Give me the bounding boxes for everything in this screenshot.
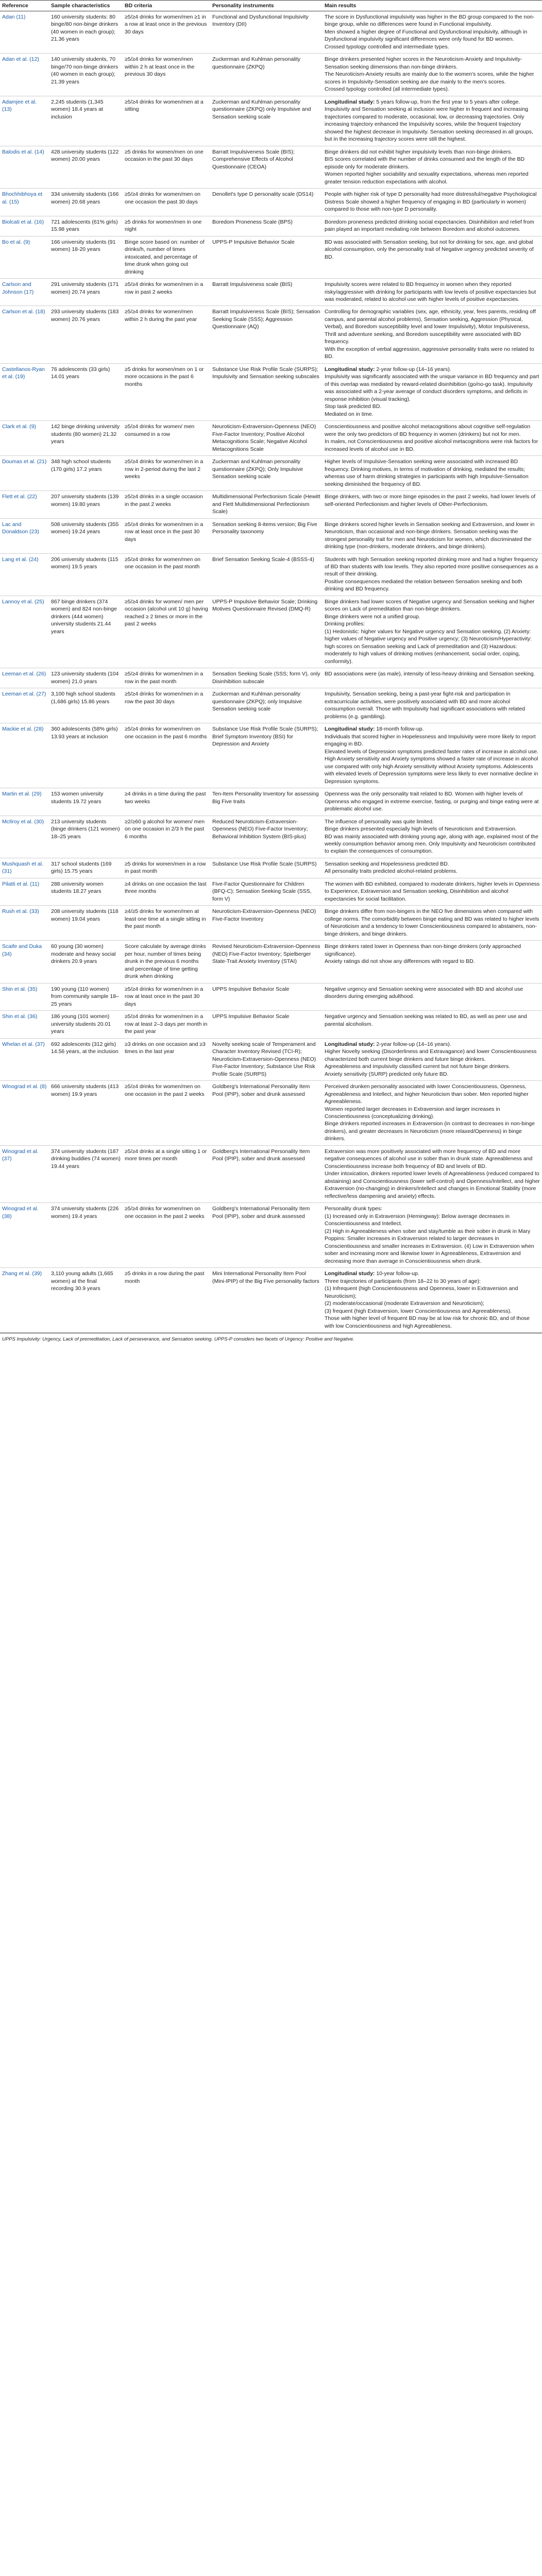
- cell-results: [323, 1145, 542, 1202]
- table-row: [0, 1268, 542, 1333]
- cell-reference: [0, 1038, 49, 1080]
- cell-results: [323, 788, 542, 816]
- results-text: The influence of personality was quite limited. Binge drinkers presented especially high levels of Neuroticism and Extraversion. BD was mainly associated with drinking young age, along with age, explained most of the weekly consumption behavior among men. Only Impulsivity and Neuroticism contributed to explain the consequences of consumption.: [325, 818, 538, 855]
- cell-reference: [0, 816, 49, 858]
- cell-instruments: UPPS Impulsive Behavior Scale: [210, 983, 323, 1010]
- table-row: [0, 279, 542, 306]
- cell-sample: 317 school students (169 girls) 15.75 years: [49, 858, 123, 878]
- cell-criteria: ≥5/≥4 drinks for women/men within 2 h during the past year: [123, 306, 210, 363]
- cell-instruments: Novelty seeking scale of Temperament and Character Inventory Revised (TCI-R); Neuroticism-Extraversion-Openness (NEO) Five-Factor Inventory; Substance Use Risk Profile Scale (SURPS): [210, 1038, 323, 1080]
- cell-instruments: Reduced Neuroticism-Extraversion-Openness (NEO) Five-Factor Inventory; Behavioral Inhibition System (BIS-plus): [210, 816, 323, 858]
- header-instruments: Personality instruments: [210, 1, 323, 11]
- reference-link[interactable]: Adan (11): [2, 14, 26, 20]
- results-text: Binge drinkers, with two or more binge episodes in the past 2 weeks, had lower levels of self-oriented Perfectionism and higher levels of Other-Perfectionism.: [325, 494, 536, 507]
- reference-link[interactable]: Mackie et al. (28): [2, 726, 44, 733]
- header-criteria: BD criteria: [123, 1, 210, 11]
- reference-link[interactable]: Leeman et al. (27): [2, 691, 46, 698]
- table-row: [0, 1081, 542, 1146]
- cell-reference: [0, 1081, 49, 1146]
- cell-sample: 123 university students (104 women) 21.0 years: [49, 668, 123, 688]
- cell-reference: [0, 1203, 49, 1268]
- cell-reference: [0, 941, 49, 983]
- cell-results: [323, 306, 542, 363]
- cell-instruments: Zuckerman and Kuhlman personality questionnaire (ZKPQ); Only Impulsive Sensation seeking scale: [210, 456, 323, 491]
- results-text: 5 years follow-up, from the first year to 5 years after college. Impulsivity and Sensation seeking at inclusion were higher in frequent and increasing trajectories compared to moderate, occasional, low, or decreasing trajectories. Only increasing trajectory enhanced the Impulsivity scores, while the frequent trajectory showed the highest decrease in Impulsivity. Sensation seeking decreased in all groups, but in the increasing trajectory scores were still the highest.: [325, 98, 533, 143]
- cell-instruments: Boredom Proneness Scale (BPS): [210, 216, 323, 236]
- results-text: Binge drinkers scored higher levels in Sensation seeking and Extraversion, and lower in Neuroticism, than occasional and non-binge drinkers. Sensation seeking was the strongest personality trait for men and Neuroticism for women, which discriminated the drinking type (non-drinkers, moderate drinkers, and binge drinkers).: [325, 521, 535, 550]
- reference-link[interactable]: Lang et al. (24): [2, 556, 39, 563]
- cell-sample: 76 adolescents (33 girls) 14.01 years: [49, 363, 123, 420]
- cell-results: [323, 363, 542, 420]
- cell-instruments: Denollet's type D personality scale (DS14): [210, 189, 323, 216]
- cell-reference: [0, 189, 49, 216]
- table-row: [0, 941, 542, 983]
- cell-instruments: Barratt Impulsiveness Scale (BIS); Sensation Seeking Scale (SSS); Aggression Questionnaire (AQ): [210, 306, 323, 363]
- cell-instruments: Sensation Seeking Scale (SSS; form V), only Disinhibition subscale: [210, 668, 323, 688]
- results-text: Openness was the only personality trait related to BD. Women with higher levels of Openness who engaged in extreme exercise, fasting, or purging and binge eating were at problematic alcohol use.: [325, 791, 539, 812]
- cell-reference: [0, 279, 49, 306]
- cell-results: [323, 216, 542, 236]
- cell-criteria: ≥4 drinks in a time during the past two weeks: [123, 788, 210, 816]
- cell-instruments: Goldberg's International Personality Item Pool (IPIP), sober and drunk assessed: [210, 1203, 323, 1268]
- cell-results: [323, 421, 542, 456]
- cell-criteria: Score calculate by average drinks per hour, number of times being drunk in the previous 6 months and percentage of time getting drunk when drinking: [123, 941, 210, 983]
- cell-reference: [0, 878, 49, 905]
- cell-sample: 291 university students (171 women) 20.74 years: [49, 279, 123, 306]
- table-row: [0, 421, 542, 456]
- cell-criteria: ≥5 drinks for women/men on one occasion in the past 30 days: [123, 146, 210, 188]
- table-row: [0, 11, 542, 54]
- cell-results: [323, 54, 542, 96]
- cell-sample: 142 binge drinking university students (80 women) 21.32 years: [49, 421, 123, 456]
- cell-criteria: ≥5/≥4 drinks for women/men at a sitting: [123, 96, 210, 146]
- cell-instruments: UPPS Impulsive Behavior Scale: [210, 1011, 323, 1038]
- results-text: The score in Dysfunctional impulsivity was higher in the BD group compared to the non-binge group, while no differences were found in Functional impulsivity. Men showed a higher degree of Functional and Dysfunctional impulsivity, although in Dysfunctional impulsivity significant differences were only found for BD women. Crossed typology controlled and intermediate types.: [325, 14, 535, 50]
- cell-instruments: Mini International Personality Item Pool (Mini-IPIP) of the Big Five personality factors: [210, 1268, 323, 1333]
- table-row: [0, 668, 542, 688]
- reference-link[interactable]: Pilatti et al. (11): [2, 880, 40, 887]
- cell-criteria: ≥5/≥4 drinks for women/men in a row in the past month: [123, 668, 210, 688]
- results-text: Binge drinkers presented higher scores in the Neuroticism-Anxiety and Impulsivity-Sensation seeking dimensions than non-binge drinkers. The Neuroticism-Anxiety results are mainly due to the women's scores, while the higher scores in Impulsivity-Sensation seeking are due mainly to the men's scores. Crossed typology controlled (all intermediate types).: [325, 56, 534, 93]
- cell-sample: 288 university women students 18.27 years: [49, 878, 123, 905]
- cell-results: [323, 553, 542, 596]
- results-text: The women with BD exhibited, compared to moderate drinkers, higher levels in Openness to Experience, Extraversion and Sensation seeking, Disinhibition and alcohol expectancies for social facilitation.: [325, 880, 540, 902]
- cell-results: [323, 518, 542, 553]
- table-row: [0, 858, 542, 878]
- cell-instruments: Brief Sensation Seeking Scale-4 (BSSS-4): [210, 553, 323, 596]
- cell-results: [323, 1203, 542, 1268]
- cell-criteria: ≥5/≥4 drinks for women/ men per occasion (alcohol unit 10 g) having reached ≥ 2 times or more in the past 2 weeks: [123, 596, 210, 668]
- table-row: [0, 456, 542, 491]
- cell-results: [323, 878, 542, 905]
- cell-reference: [0, 983, 49, 1010]
- cell-sample: 166 university students (91 women) 18-20 years: [49, 236, 123, 278]
- cell-criteria: ≥4/≥5 drinks for women/men at least one time at a single sitting in the past month: [123, 906, 210, 941]
- cell-sample: 867 binge drinkers (374 women) and 824 non-binge drinkers (444 women) university students 21.44 years: [49, 596, 123, 668]
- cell-reference: [0, 723, 49, 788]
- reference-link[interactable]: Carlson and Johnson (17): [2, 281, 34, 295]
- table-row: [0, 878, 542, 905]
- cell-criteria: ≥5/≥4 drinks for women/men on one occasion in the past month: [123, 553, 210, 596]
- cell-sample: 3,100 high school students (1,686 girls) 15.86 years: [49, 688, 123, 723]
- cell-results: [323, 279, 542, 306]
- table-header-row: [0, 1, 542, 11]
- table-row: [0, 96, 542, 146]
- table-row: [0, 189, 542, 216]
- cell-instruments: Goldberg's International Personality Item Pool (IPIP), sober and drunk assessed: [210, 1145, 323, 1202]
- cell-instruments: Ten-Item Personality Inventory for assessing Big Five traits: [210, 788, 323, 816]
- results-text: Binge drinkers did not exhibit higher impulsivity levels than non-binge drinkers. BIS scores correlated with the number of drinks consumed and the length of the BD episode only for moderate drinkers. Women reported higher sociability and sexuality expectations, whereas men reported greater tension reduction expectations with alcohol.: [325, 148, 529, 185]
- cell-criteria: ≥5 drinks for women/men on 1 or more occasions in the past 6 months: [123, 363, 210, 420]
- cell-reference: [0, 1145, 49, 1202]
- cell-criteria: ≥5/≥4 drinks for women/men within 2 h at least once in the previous 30 days: [123, 54, 210, 96]
- cell-sample: 360 adolescents (58% girls) 13.93 years at inclusion: [49, 723, 123, 788]
- cell-results: [323, 688, 542, 723]
- header-sample: Sample characteristics: [49, 1, 123, 11]
- table-row: [0, 491, 542, 518]
- reference-link[interactable]: Lac and Donaldson (23): [2, 521, 39, 535]
- cell-sample: 60 young (30 women) moderate and heavy social drinkers 20.9 years: [49, 941, 123, 983]
- cell-criteria: ≥5/≥4 drinks for women/men on one occasion the past 30 days: [123, 189, 210, 216]
- reference-link[interactable]: Martin et al. (29): [2, 791, 42, 798]
- cell-reference: [0, 306, 49, 363]
- cell-criteria: ≥5/≥4 drinks for women/men in a row at least once in the past 30 days: [123, 983, 210, 1010]
- cell-criteria: ≥2/≥60 g alcohol for women/ men on one occasion in 2/3 h the past 6 months: [123, 816, 210, 858]
- cell-results: [323, 1011, 542, 1038]
- reference-link[interactable]: Bo et al. (9): [2, 239, 30, 245]
- cell-sample: 186 young (101 women) university students 20.01 years: [49, 1011, 123, 1038]
- results-text: 2-year follow-up (14–16 years). Higher Novelty seeking (Disorderliness and Extravagance) and lower Conscientiousness characterized both current binge drinkers and future binge drinkers. Agreeableness and impulsivity classified current but not future binge drinkers. Anxiety sensitivity (SURP) predicted only future BD.: [325, 1041, 537, 1077]
- cell-criteria: ≥5/≥4 drinks for women/men in a row in 2-period during the last 2 weeks: [123, 456, 210, 491]
- cell-sample: 2,245 students (1,345 women) 18.4 years at inclusion: [49, 96, 123, 146]
- reference-link[interactable]: Zhang et al. (39): [2, 1270, 42, 1277]
- cell-instruments: Multidimensional Perfectionism Scale (Hewitt and Flett Multidimensional Perfectionism Scale): [210, 491, 323, 518]
- results-text: 10-year follow-up. Three trajectories of participants (from 18–22 to 30 years of age): (1) Infrequent (high Conscientiousness and Openness, lower in Extraversion and Neuroticism); (2) moderate/occasional (moderate Extraversion and Neuroticism); (3) frequent (high Extraversion, lower Conscientiousness and Agreeableness). Those with higher level of frequent BD may be at low risk for chronic BD, and of those with low Conscientiousness and high Agreeableness.: [325, 1270, 530, 1329]
- table-row: [0, 788, 542, 816]
- results-text: Higher levels of Impulsive-Sensation seeking were associated with increased BD frequency. Drinking motives, in terms of motivation of drinking, mediated the results; whereas use of harm drinking strategies in participants with high Impulsive-Sensation seeking diminished the frequency of BD.: [325, 459, 529, 487]
- cell-reference: [0, 421, 49, 456]
- results-text: Boredom proneness predicted drinking social expectancies. Disinhibition and relief from pain played an important mediating role between Boredom and alcohol outcomes.: [325, 218, 534, 233]
- cell-results: [323, 723, 542, 788]
- cell-results: [323, 1081, 542, 1146]
- cell-instruments: Sensation seeking 8-items version; Big Five Personality taxonomy: [210, 518, 323, 553]
- reference-link[interactable]: Winograd et al. (8): [2, 1083, 47, 1090]
- cell-results: [323, 596, 542, 668]
- cell-sample: 666 university students (413 women) 19.9 years: [49, 1081, 123, 1146]
- results-text: Sensation seeking and Hopelessness predicted BD. All personality traits predicted alcohol-related problems.: [325, 860, 458, 875]
- table-footnote: UPPS Impulsivity: Urgency, Lack of premeditation, Lack of perseverance, and Sensation seeking. UPPS-P considers two facets of Urgency: Positive and Negative.: [0, 1333, 542, 1346]
- cell-results: [323, 858, 542, 878]
- table-row: [0, 236, 542, 278]
- reference-link[interactable]: Scaife and Duka (34): [2, 943, 42, 957]
- reference-link[interactable]: Adan et al. (12): [2, 56, 39, 63]
- cell-criteria: ≥3 drinks on one occasion and ≥3 times in the last year: [123, 1038, 210, 1080]
- cell-criteria: ≥5/≥4 drinks for women/ men consumed in a row: [123, 421, 210, 456]
- reference-link[interactable]: Biolcati et al. (16): [2, 218, 44, 225]
- cell-criteria: ≥4 drinks on one occasion the last three months: [123, 878, 210, 905]
- table-row: [0, 596, 542, 668]
- cell-criteria: ≥5/≥4 drinks for women/men on one occasion in the past 6 months: [123, 723, 210, 788]
- cell-results: [323, 236, 542, 278]
- cell-reference: [0, 906, 49, 941]
- cell-reference: [0, 363, 49, 420]
- table-row: [0, 1038, 542, 1080]
- cell-criteria: ≥5/≥4 drinks for women/men in a row at least once in the past 30 days: [123, 518, 210, 553]
- table-row: [0, 723, 542, 788]
- table-row: [0, 54, 542, 96]
- cell-criteria: ≥5/≥4 drinks for women/men in a row at least 2–3 days per month in the past year: [123, 1011, 210, 1038]
- cell-instruments: Zuckerman and Kuhlman personality questionnaire (ZKPQ): [210, 54, 323, 96]
- cell-reference: [0, 491, 49, 518]
- table-row: [0, 1145, 542, 1202]
- table-row: [0, 816, 542, 858]
- cell-instruments: UPPS-P Impulsive Behavior Scale; Drinking Motives Questionnaire Revised (DMQ-R): [210, 596, 323, 668]
- cell-results: [323, 983, 542, 1010]
- cell-instruments: Goldberg's International Personality Item Pool (IPIP), sober and drunk assessed: [210, 1081, 323, 1146]
- results-text: Perceived drunken personality associated with lower Conscientiousness, Openness, Agreeableness and Intellect, and higher Neuroticism than sober. Men reported higher Agreeableness. Women reported larger decreases in Extraversion and larger increases in Conscientiousness (conceptualizing drinking). Binge drinkers reported increases in Extraversion (in contrast to decreases in non-binge drinkers), and greater decreases in Neuroticism (more relaxed/Openness) in binge drinkers.: [325, 1083, 535, 1142]
- reference-link[interactable]: Carlson et al. (18): [2, 309, 45, 315]
- table-row: [0, 306, 542, 363]
- results-text: Negative urgency and Sensation seeking was related to BD, as well as peer use and parental alcoholism.: [325, 1013, 527, 1027]
- cell-reference: [0, 96, 49, 146]
- reference-link[interactable]: McIlroy et al. (30): [2, 818, 44, 825]
- cell-instruments: Neuroticism-Extraversion-Openness (NEO) Five-Factor Inventory; Positive Alcohol Metacognitions Scale; Negative Alcohol Metacognitions Scale: [210, 421, 323, 456]
- cell-reference: [0, 11, 49, 54]
- cell-results: [323, 668, 542, 688]
- cell-results: [323, 189, 542, 216]
- table-row: [0, 518, 542, 553]
- longitudinal-label: Longitudinal study:: [325, 1270, 377, 1277]
- results-text: Negative urgency and Sensation seeking were associated with BD and alcohol use disorders during emerging adulthood.: [325, 986, 523, 1000]
- longitudinal-label: Longitudinal study:: [325, 366, 377, 372]
- table-row: [0, 363, 542, 420]
- cell-reference: [0, 858, 49, 878]
- header-results: Main results: [323, 1, 542, 11]
- reference-link[interactable]: Bhochhibhoya et al. (15): [2, 191, 43, 205]
- cell-results: [323, 1268, 542, 1333]
- reference-link[interactable]: Adamjee et al. (13): [2, 98, 37, 113]
- cell-results: [323, 491, 542, 518]
- cell-reference: [0, 668, 49, 688]
- cell-criteria: ≥5/≥4 drinks at a single sitting 1 or more times per month: [123, 1145, 210, 1202]
- table-row: [0, 146, 542, 188]
- cell-results: [323, 941, 542, 983]
- reference-link[interactable]: Shin et al. (36): [2, 1013, 38, 1020]
- header-reference: Reference: [0, 1, 49, 11]
- cell-sample: 208 university students (118 women) 19.04 years: [49, 906, 123, 941]
- cell-reference: [0, 456, 49, 491]
- cell-instruments: Substance Use Risk Profile Scale (SURPS): [210, 858, 323, 878]
- reference-link[interactable]: Clark et al. (9): [2, 423, 36, 430]
- cell-instruments: Functional and Dysfunctional Impulsivity Inventory (DII): [210, 11, 323, 54]
- cell-instruments: Neuroticism-Extraversion-Openness (NEO) Five-Factor Inventory: [210, 906, 323, 941]
- cell-criteria: ≥5/≥4 drinks for women/men on one occasion in the past 2 weeks: [123, 1081, 210, 1146]
- results-text: Extraversion was more positively associated with more frequency of BD and more negative consequences of alcohol use in sober than in drunk state. Agreeableness and Conscientiousness increase both frequency of BD and levels of BD. Under intoxication, drinkers reported lower levels of Agreeableness (reduced compared to abstaining) and Conscientiousness (lower self-control) and Openness/Intellect, and higher Extraversion (no-changing) in drinkers/Intellect and changes in Emotional Stability (more reflective/less dampening and anxiety) effects.: [325, 1148, 540, 1199]
- cell-results: [323, 96, 542, 146]
- reference-link[interactable]: Mushquash et al. (31): [2, 860, 43, 875]
- results-text: Students with high Sensation seeking reported drinking more and had a higher frequency of BD than students with low levels. They also reported more positive consequences as a result of their drinking. Positive consequences mediated the relation between Sensation seeking and both drinking and BD frequency.: [325, 556, 538, 592]
- cell-sample: 153 women university students 19.72 years: [49, 788, 123, 816]
- results-text: Controlling for demographic variables (sex, age, ethnicity, year, fees parents, residing off campus, and parental alcohol problems), Sensation seeking, Aggression (Physical, Verbal), and Boredom susceptibility level and lower Impulsivity), Motor Impulsiveness, Thrill and adventure seeking, and Boredom susceptibility were associated with BD frequency. With the exception of verbal aggression, aggressive personality traits were no related to BD.: [325, 309, 536, 360]
- reference-link[interactable]: Flett et al. (22): [2, 494, 37, 500]
- cell-sample: 3,110 young adults (1,665 women) at the final recording 30.9 years: [49, 1268, 123, 1333]
- cell-criteria: ≥5/≥4 drinks for women/men ≥1 in a row at least once in the previous 30 days: [123, 11, 210, 54]
- results-text: Binge drinkers had lower scores of Negative urgency and Sensation seeking and higher scores on Lack of premeditation than non-binge drinkers. Binge drinkers were not a unified group. Drinking profiles: (1) Hedonistic: higher values for Negative urgency and Sensation seeking. (2) Anxiety: higher values of Negative urgency and Positive urgency; (3) Neuroticism/Hyperactivity: high scores on Sensation seeking and Lack of premeditation and (3) Hazardous: moderately to high values of drinking motives (enhancement, social order, coping, conformity).: [325, 598, 535, 665]
- reference-link[interactable]: Doumas et al. (21): [2, 459, 47, 465]
- table-row: [0, 983, 542, 1010]
- reference-link[interactable]: Balodis et al. (14): [2, 148, 44, 155]
- cell-criteria: ≥5 drinks in a row during the past month: [123, 1268, 210, 1333]
- cell-reference: [0, 688, 49, 723]
- cell-instruments: Substance Use Risk Profile Scale (SURPS); Impulsivity and Sensation seeking subscales: [210, 363, 323, 420]
- cell-sample: 190 young (110 women) from community sample 18–25 years: [49, 983, 123, 1010]
- reference-link[interactable]: Whelan et al. (37): [2, 1041, 45, 1047]
- cell-sample: 140 university students, 70 binge/70 non-binge drinkers (40 women in each group); 21.39 years: [49, 54, 123, 96]
- longitudinal-label: Longitudinal study:: [325, 726, 377, 733]
- cell-reference: [0, 54, 49, 96]
- table-row: [0, 1011, 542, 1038]
- cell-sample: 206 university students (115 women) 19.5 years: [49, 553, 123, 596]
- reference-link[interactable]: Winograd et al. (38): [2, 1206, 39, 1219]
- results-text: Impulsivity scores were related to BD frequency in women when they reported risky/aggressive with drinking for participants with low levels of positive expectancies but was moderated, related to alcohol use with higher levels of positive expectancies.: [325, 281, 536, 302]
- cell-sample: 293 university students (183 women) 20.76 years: [49, 306, 123, 363]
- cell-criteria: ≥5/≥4 drinks for women/men in a row in past 2 weeks: [123, 279, 210, 306]
- results-text: Binge drinkers differ from non-bingers in the NEO five dimensions when compared with college norms. The comorbidity between binge eating and BD was related to higher levels of Neuroticism and a tendency to lower Conscientiousness compared to abstainers, non-binge drinkers, and binge drinkers.: [325, 908, 539, 937]
- cell-sample: 692 adolescents (312 girls) 14.56 years, at the inclusion: [49, 1038, 123, 1080]
- results-text: BD was associated with Sensation seeking, but not for drinking for sex, age, and global alcohol consumption, only the personality trait of Negative urgency predicted severity of BD.: [325, 239, 534, 260]
- cell-results: [323, 816, 542, 858]
- cell-sample: 428 university students (122 women) 20.00 years: [49, 146, 123, 188]
- cell-instruments: Zuckerman and Kuhlman personality questionnaire (ZKPQ) only Impulsive and Sensation seeking scale: [210, 96, 323, 146]
- results-text: 2-year follow-up (14–16 years). Impulsivity was significantly associated with the unique variance in BD frequency and part of this overlap was mediated by reward-related disinhibition (go/no-go task). Impulsivity was associated with a 2-year average of conduct disorders symptoms, and deficits in response inhibition (visual tracking). Stop task predicted BD. Mediated on in time.: [325, 366, 539, 417]
- cell-reference: [0, 216, 49, 236]
- cell-criteria: ≥5 drinks for women/men in one night: [123, 216, 210, 236]
- results-text: Personality drunk types: (1) Increased only in Extraversion (Hemingway): Below average decreases in Conscientiousness and Intellect. (2) High in Agreeableness when sober and stay/tumble as their sober in drunk in Mary Poppins: Smaller increases in Extraversion related to larger decreases in Conscientiousness and smaller increases in Extraversion. (4) Low in Extraversion when sober and increasing more and likewise lower in Agreeableness, Extraversion and decreasing more than average in Conscientiousness when drunk.: [325, 1206, 534, 1264]
- results-text: People with higher risk of type D personality had more distressful/negative Psychological Distress Scale showed a higher frequency of engaging in BD (particularly in women) compared to those with non-type D personality.: [325, 191, 537, 213]
- cell-sample: 160 university students: 80 binge/80 non-binge drinkers (40 women in each group); 21.36 years: [49, 11, 123, 54]
- cell-instruments: Five-Factor Questionnaire for Children (BFQ-C); Sensation Seeking Scale (SSS, form V): [210, 878, 323, 905]
- results-text: Impulsivity, Sensation seeking, being a past-year fight-risk and participation in extracurricular activities, were positively associated with BD and more alcohol consumption overall. Those with Impulsivity had significant associations with related problems (e.g. gambling).: [325, 691, 526, 720]
- cell-instruments: Zuckerman and Kuhlman personality questionnaire (ZKPQ); only Impulsive Sensation seeking scale: [210, 688, 323, 723]
- cell-sample: 334 university students (166 women) 20.68 years: [49, 189, 123, 216]
- cell-sample: 207 university students (139 women) 19.80 years: [49, 491, 123, 518]
- table-row: [0, 553, 542, 596]
- cell-sample: 374 university students (226 women) 19.4 years: [49, 1203, 123, 1268]
- reference-link[interactable]: Lannoy et al. (25): [2, 598, 44, 605]
- cell-criteria: ≥5/≥4 drinks in a single occasion in the past 2 weeks: [123, 491, 210, 518]
- table-row: [0, 688, 542, 723]
- cell-results: [323, 11, 542, 54]
- reference-link[interactable]: Rush et al. (33): [2, 908, 39, 915]
- cell-reference: [0, 553, 49, 596]
- cell-criteria: Binge score based on: number of drinks/h, number of times intoxicated, and percentage of time drunk when going out drinking: [123, 236, 210, 278]
- cell-instruments: Barratt Impulsiveness Scale (BIS); Comprehensive Effects of Alcohol Questionnaire (CEOA): [210, 146, 323, 188]
- table-row: [0, 906, 542, 941]
- cell-sample: 508 university students (355 women) 19.24 years: [49, 518, 123, 553]
- reference-link[interactable]: Shin et al. (35): [2, 986, 38, 992]
- cell-sample: 721 adolescents (61% girls) 15.98 years: [49, 216, 123, 236]
- cell-sample: 348 high school students (170 girls) 17.2 years: [49, 456, 123, 491]
- cell-results: [323, 456, 542, 491]
- cell-instruments: UPPS-P Impulsive Behavior Scale: [210, 236, 323, 278]
- cell-results: [323, 1038, 542, 1080]
- reference-link[interactable]: Winograd et al. (37): [2, 1148, 39, 1162]
- cell-criteria: ≥5/≥4 drinks for women/men in a row the past 30 days: [123, 688, 210, 723]
- cell-reference: [0, 518, 49, 553]
- reference-link[interactable]: Leeman et al. (26): [2, 671, 46, 677]
- cell-criteria: ≥5 drinks for women/men in a row in past month: [123, 858, 210, 878]
- cell-reference: [0, 1268, 49, 1333]
- results-text: Binge drinkers rated lower in Openness than non-binge drinkers (only approached significance). Anxiety ratings did not show any differences with regard to BD.: [325, 943, 521, 965]
- cell-reference: [0, 788, 49, 816]
- table-row: [0, 1203, 542, 1268]
- cell-reference: [0, 236, 49, 278]
- cell-sample: 213 university students (binge drinkers (121 women) 18–25 years: [49, 816, 123, 858]
- cell-results: [323, 146, 542, 188]
- results-text: BD associations were (as male), intensity of less-heavy drinking and Sensation seeking.: [325, 671, 535, 677]
- results-text: 18-month follow-up. Individuals that scored higher in Hopelessness and Impulsivity were more likely to report engaging in BD. Elevated levels of Depression symptoms predicted faster rates of increase in alcohol use. High Anxiety sensitivity and Anxiety symptoms showed a faster rate of increase in alcohol use compared with only high Anxiety sensitivity without Anxiety symptoms. Adolescents with elevated levels of Depression symptoms were less likely to ever normative decline in Depression symptoms.: [325, 726, 538, 785]
- longitudinal-label: Longitudinal study:: [325, 98, 377, 105]
- results-text: Conscientiousness and positive alcohol metacognitions about cognitive self-regulation were the only two predictors of BD frequency in women (drinkers) but not for men. In males, not Conscientiousness and positive alcohol metacognitions were risk factors for increased levels of alcohol use in BD.: [325, 423, 538, 452]
- table-body: [0, 11, 542, 1333]
- cell-instruments: Barratt Impulsiveness scale (BIS): [210, 279, 323, 306]
- cell-results: [323, 906, 542, 941]
- cell-reference: [0, 146, 49, 188]
- table-row: [0, 216, 542, 236]
- cell-reference: [0, 1011, 49, 1038]
- cell-criteria: ≥5/≥4 drinks for women/men on one occasion in the past 2 weeks: [123, 1203, 210, 1268]
- cell-instruments: Revised Neuroticism-Extraversion-Openness (NEO) Five-Factor Inventory; Spielberger State-Trait Anxiety Inventory (STAI): [210, 941, 323, 983]
- cell-sample: 374 university students (187 drinking buddies (74 women) 19.44 years: [49, 1145, 123, 1202]
- reference-link[interactable]: Castellanos-Ryan et al. (19): [2, 366, 45, 380]
- cell-reference: [0, 596, 49, 668]
- longitudinal-label: Longitudinal study:: [325, 1041, 377, 1047]
- cell-instruments: Substance Use Risk Profile Scale (SURPS); Brief Symptom Inventory (BSI) for Depression and Anxiety: [210, 723, 323, 788]
